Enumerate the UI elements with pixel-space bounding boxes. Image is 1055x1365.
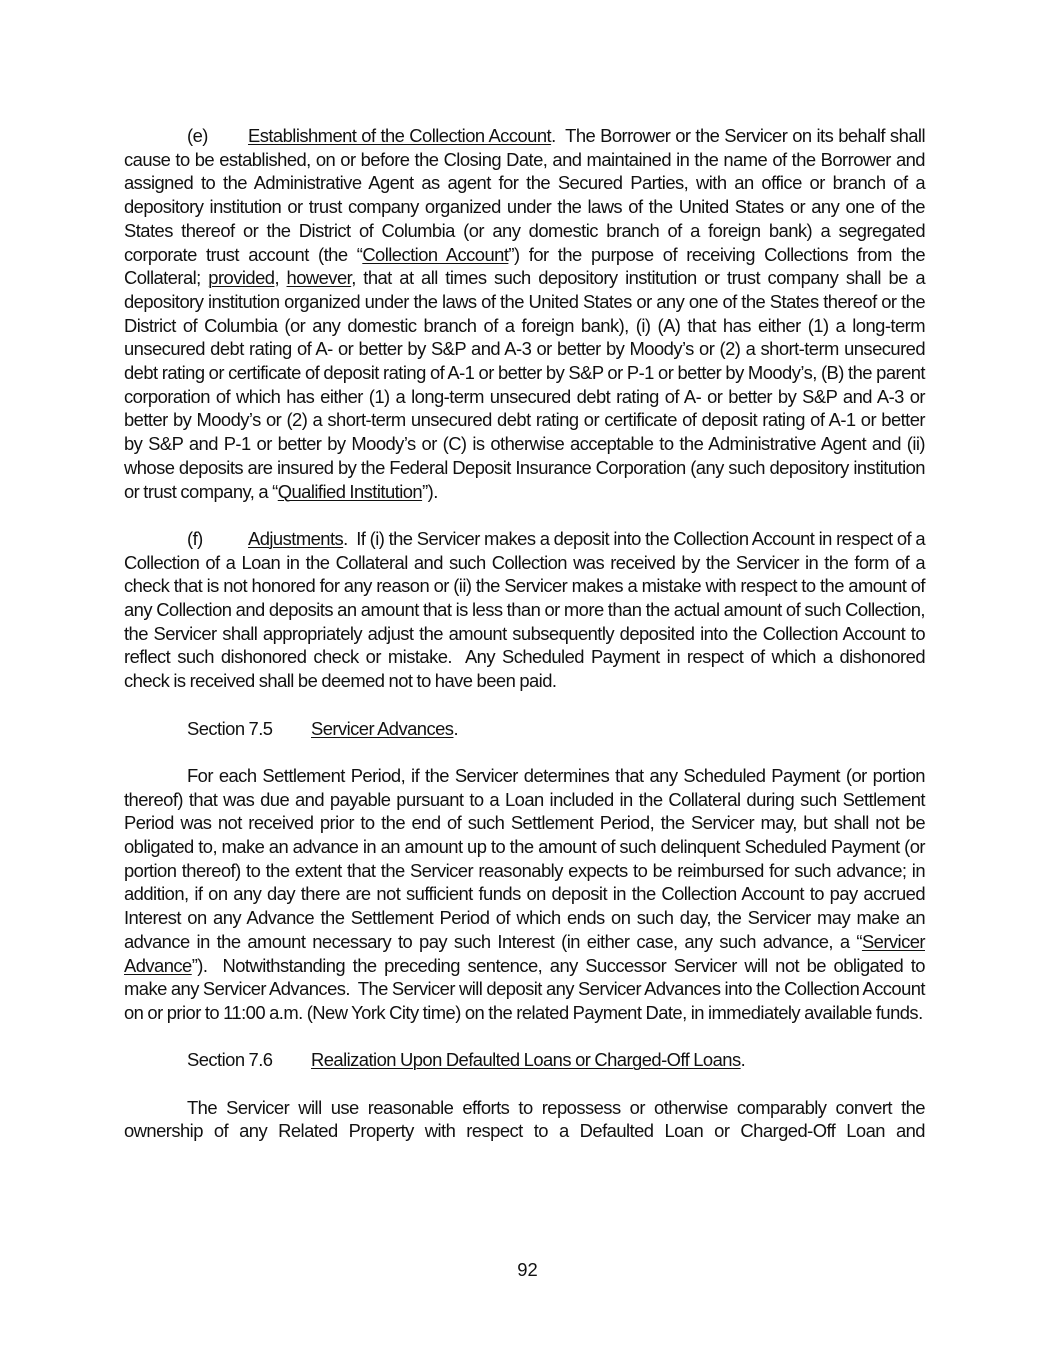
page-number: 92	[517, 1259, 538, 1280]
defined-term: Qualified Institution	[277, 480, 423, 502]
paragraph-f-adjustments: (f) Adjustments. If (i) the Servicer makes a deposit into the Collection Account in respect of a Collection of a Loan in the Collateral and such Collection was received by the Servicer in the form of a check that is not honored for any reason or (ii) the Servicer makes a mistake with respect to the amount of any Collection and deposits an amount that is less than or more than the actual amount of such Collection, the Servicer shall appropriately adjust the amount subsequently deposited into the Collection Account to reflect such dishonored check or mistake. Any Scheduled Payment in respect of which a dishonored check is received shall be deemed not to have been paid.	[124, 527, 930, 692]
section-7-5-heading: Section 7.5 Servicer Advances.	[187, 717, 459, 739]
paragraph-label: (f)	[187, 527, 203, 549]
paragraph-e-collection-account: (e) Establishment of the Collection Account. The Borrower or the Servicer on its behalf shall cause to be established, on or before the Closing Date, and maintained in the name of the Borrower and assigned to the Administrative Agent as agent for the Secured Parties, with an office or branch of a depository institution or trust company organized under the laws of the United States or any one of the States thereof or the District of Columbia (or any domestic branch of a foreign bank) a segregated corporate trust account (the “Collection Account”) for the purpose of receiving Collections from the Collateral; provided, however, that at all times such depository institution or trust company shall be a depository institution organized under the laws of the United States or any one of the States thereof or the District of Columbia (or any domestic branch of a foreign bank), (i) (A) that has either (1) a long-term unsecured debt rating of A- or better by S&P and A-3 or better by Moody’s or (2) a short-term unsecured debt rating or certificate of deposit rating of A-1 or better by S&P or P-1 or better by Moody’s, (B) the parent corporation of which has either (1) a long-term unsecured debt rating of A- or better by S&P and A-3 or better by Moody’s or (2) a short-term unsecured debt rating or certificate of deposit rating of A-1 or better by S&P and P-1 or better by Moody’s or (C) is otherwise acceptable to the Administrative Agent and (ii) whose deposits are insured by the Federal Deposit Insurance Corporation (any such depository institution or trust company, a “Qualified Institution”).	[124, 125, 930, 502]
section-7-5-body: For each Settlement Period, if the Servicer determines that any Scheduled Payment (or portion thereof) that was due and payable pursuant to a Loan included in the Collateral during such Settlement Period was not received prior to the end of such Settlement Period, the Servicer may, but shall not be obligated to, make an advance in an amount up to the amount of such delinquent Scheduled Payment (or portion thereof) to the extent that the Servicer reasonably expects to be reimbursed for such advance; in addition, if on any day there are not sufficient funds on deposit in the Collection Account to pay accrued Interest on any Advance the Settlement Period of which ends on such day, the Servicer may make an advance in the amount necessary to pay such Interest (in either case, any such advance, a “Servicer Advance”). Notwithstanding the preceding sentence, any Successor Servicer will not be obligated to make any Servicer Advances. The Servicer will deposit any Servicer Advances into the Collection Account on or prior to 11:00 a.m. (New York City time) on the related Payment Date, in immediately available funds.	[124, 764, 930, 1023]
document-page	[124, 124, 930, 1167]
defined-term: Collection Account	[362, 243, 509, 265]
section-number: Section 7.6	[187, 1049, 273, 1071]
emphasis-however: however	[286, 267, 352, 289]
section-7-6-heading: Section 7.6 Realization Upon Defaulted Loans or Charged-Off Loans.	[187, 1049, 746, 1071]
section-number: Section 7.5	[187, 717, 273, 739]
paragraph-title: Adjustments	[248, 527, 344, 549]
emphasis-provided: provided	[208, 267, 275, 289]
section-7-6-body: The Servicer will use reasonable efforts to repossess or otherwise comparably convert the ownership of any Related Property with respect to a Defaulted Loan or Charged-Off Loan and	[124, 1096, 925, 1142]
section-title: Realization Upon Defaulted Loans or Charged-Off Loans	[311, 1049, 741, 1071]
defined-term: Servicer Advance	[124, 930, 925, 976]
section-title: Servicer Advances	[311, 717, 454, 739]
paragraph-label: (e)	[187, 125, 208, 146]
paragraph-title: Establishment of the Collection Account	[248, 125, 552, 146]
